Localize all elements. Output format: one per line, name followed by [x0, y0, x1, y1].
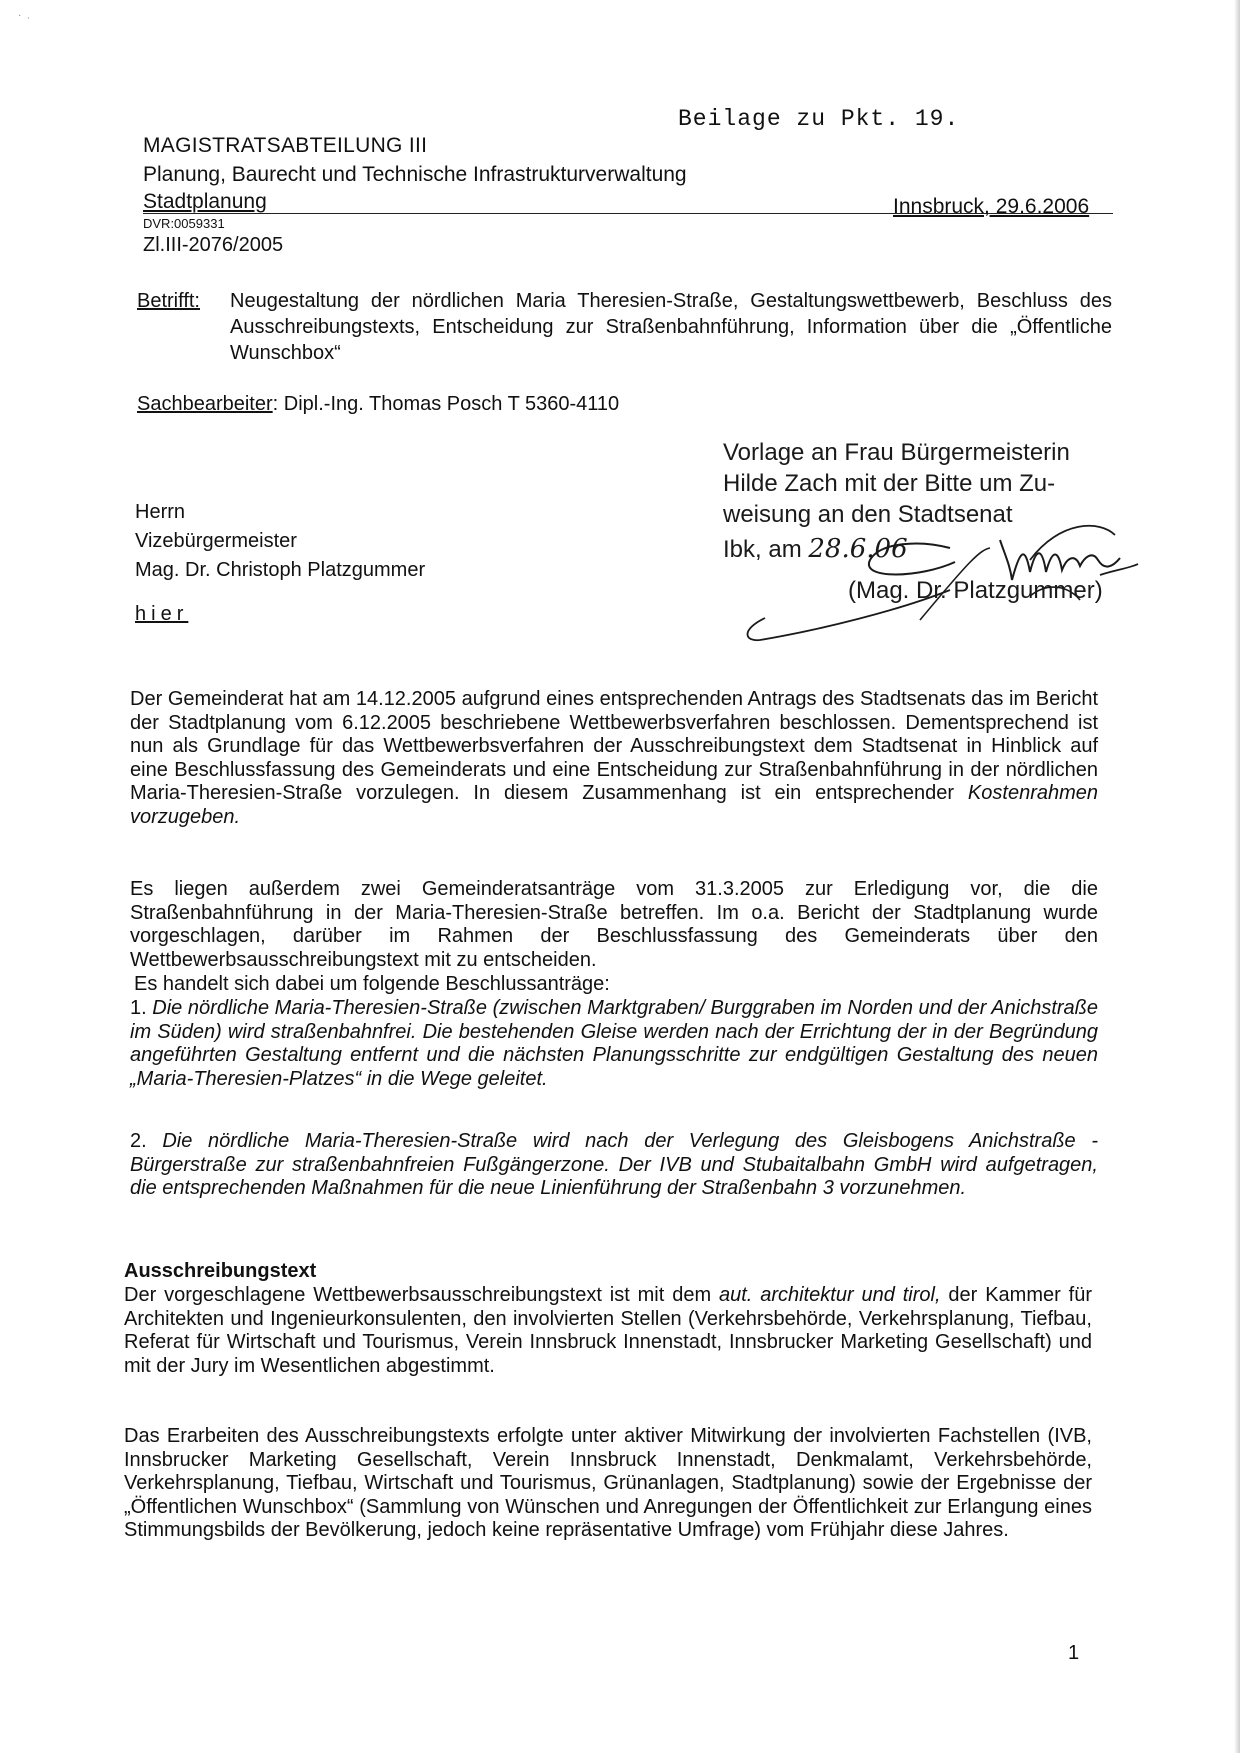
- recipient-hier: hier: [135, 603, 189, 625]
- paragraph-1-text: Der Gemeinderat hat am 14.12.2005 aufgrund eines entsprechenden Antrags des Stadtsenats das im Bericht der Stadtplanung vom 6.12.2005 beschriebene Wettbewerbsverfahren beschlossen. Dementsprechend ist nun als Grundlage für das Wettbewerbsverfahren der Ausschreibungstext dem Stadtsenat in Hinblick auf eine Beschlussfassung des Gemeinderats und eine Entscheidung zur Straßenbahnführung in der nördlichen Maria-Theresien-Straße vorzulegen. In diesem Zusammenhang ist ein entsprechender: [130, 688, 1098, 805]
- section-paragraph-1-a: Der vorgeschlagene Wettbewerbsausschreibungstext ist mit dem: [124, 1284, 719, 1306]
- motion-item-2-text: Die nördliche Maria-Theresien-Straße wird nach der Verlegung des Gleisbogens Anichstraße - Bürgerstraße zur straßenbahnfreien Fußgängerzone. Der IVB und Stubaitalbahn GmbH wird aufgetragen, die entsprechenden Maßnahmen für die neue Linienführung der Straßenbahn 3 vorzunehmen.: [130, 1130, 1098, 1200]
- note-line-2: Hilde Zach mit der Bitte um Zu-: [723, 470, 1056, 497]
- clerk-line: [137, 393, 619, 416]
- reference-number: Zl.III-2076/2005: [143, 234, 284, 256]
- section-paragraph-1-b: der Kammer für Architekten und Ingenieurkonsulenten, den involvierten Stellen (Verkehrsbehörde, Verkehrsplanung, Tiefbau, Referat für Wirtschaft und Tourismus, Verein Innsbruck Innenstadt, Innsbrucker Marketing Gesellschaft) und mit der Jury im Wesentlichen abgestimmt.: [124, 1284, 1092, 1377]
- motion-item-2: [130, 1130, 1098, 1201]
- motion-item-1-number: 1.: [130, 997, 153, 1019]
- recipient-address: [135, 498, 425, 585]
- paragraph-1: [130, 688, 1098, 830]
- division-name: Planung, Baurecht und Technische Infrastrukturverwaltung: [143, 163, 687, 186]
- clerk-text: : Dipl.-Ing. Thomas Posch T 5360-4110: [272, 393, 620, 415]
- signature-name: (Mag. Dr. Platzgummer): [848, 577, 1103, 604]
- section-title: Ausschreibungstext: [124, 1260, 317, 1282]
- attachment-note: Beilage zu Pkt. 19.: [678, 106, 960, 132]
- note-place: Ibk, am: [723, 536, 802, 563]
- section-paragraph-1: [124, 1284, 1092, 1378]
- motion-item-1-text: Die nördliche Maria-Theresien-Straße (zwischen Marktgraben/ Burggraben im Norden und der Anichstraße im Süden) wird straßenbahnfrei. Die bestehenden Gleise werden nach der Errichtung der in der Begründung angeführten Gestaltung entfernt und die nächsten Planungsschritte zur endgültigen Gestaltung des neuen „Maria-Theresien-Platzes“ in die Wege geleitet.: [130, 997, 1098, 1090]
- note-line-1: Vorlage an Frau Bürgermeisterin: [723, 439, 1070, 466]
- subject-text: Neugestaltung der nördlichen Maria Theresien-Straße, Gestaltungswettbewerb, Beschluss des Ausschreibungstexts, Entscheidung zur Straßenbahnführung, Information über die „Öffentliche Wunschbox“: [230, 290, 1112, 364]
- dvr-number: DVR:0059331: [143, 216, 225, 231]
- clerk-label: Sachbearbeiter: [137, 393, 273, 415]
- note-line-3: weisung an den Stadtsenat: [723, 501, 1013, 528]
- paragraph-2: Es liegen außerdem zwei Gemeinderatsanträge vom 31.3.2005 zur Erledigung vor, die die Straßenbahnführung in der Maria-Theresien-Straße betreffen. Im o.a. Bericht der Stadtplanung wurde vorgeschlagen, darüber im Rahmen der Beschlussfassung des Gemeinderats über den Wettbewerbsausschreibungstext mit zu entscheiden.: [130, 878, 1098, 971]
- recipient-name: Mag. Dr. Christoph Platzgummer: [135, 559, 426, 581]
- handwritten-signature: [720, 500, 1140, 660]
- subject-label: Betrifft:: [137, 290, 200, 312]
- recipient-salutation: Herrn: [135, 501, 186, 523]
- section-paragraph-2: Das Erarbeiten des Ausschreibungstexts erfolgte unter aktiver Mitwirkung der involvierten Fachstellen (IVB, Innsbrucker Marketing Gesellschaft, Verein Innsbruck Innenstadt, Denkmalamt, Verkehrsbehörde, Verkehrsplanung, Tiefbau, Wirtschaft und Tourismus, Grünanlagen, Stadtplanung) sowie der Ergebnisse der „Öffentlichen Wunschbox“ (Sammlung von Wünschen und Anregungen der Öffentlichkeit zur Erlangung eines Stimmungsbilds der Bevölkerung, jedoch keine repräsentative Umfrage) vom Frühjahr diese Jahres.: [124, 1425, 1092, 1542]
- motion-item-2-number: 2.: [130, 1130, 163, 1152]
- recipient-title: Vizebürgermeister: [135, 530, 297, 552]
- department-name: MAGISTRATSABTEILUNG III: [143, 134, 428, 157]
- note-date: 28.6.06: [808, 534, 908, 564]
- paragraph-3: Es handelt sich dabei um folgende Beschlussanträge:: [134, 973, 610, 995]
- page-number: 1: [1068, 1642, 1080, 1664]
- section-paragraph-1-italic: aut. architektur und tirol,: [718, 1284, 941, 1306]
- unit-name: Stadtplanung: [143, 190, 267, 213]
- scan-edge-shadow: [1234, 0, 1240, 1753]
- document-date: Innsbruck, 29.6.2006: [893, 195, 1090, 218]
- motion-item-1: [130, 997, 1098, 1091]
- paragraph-1-italic: Kostenrahmen vorzugeben.: [130, 782, 1098, 828]
- scan-specks: ˙ ˑ: [18, 12, 31, 28]
